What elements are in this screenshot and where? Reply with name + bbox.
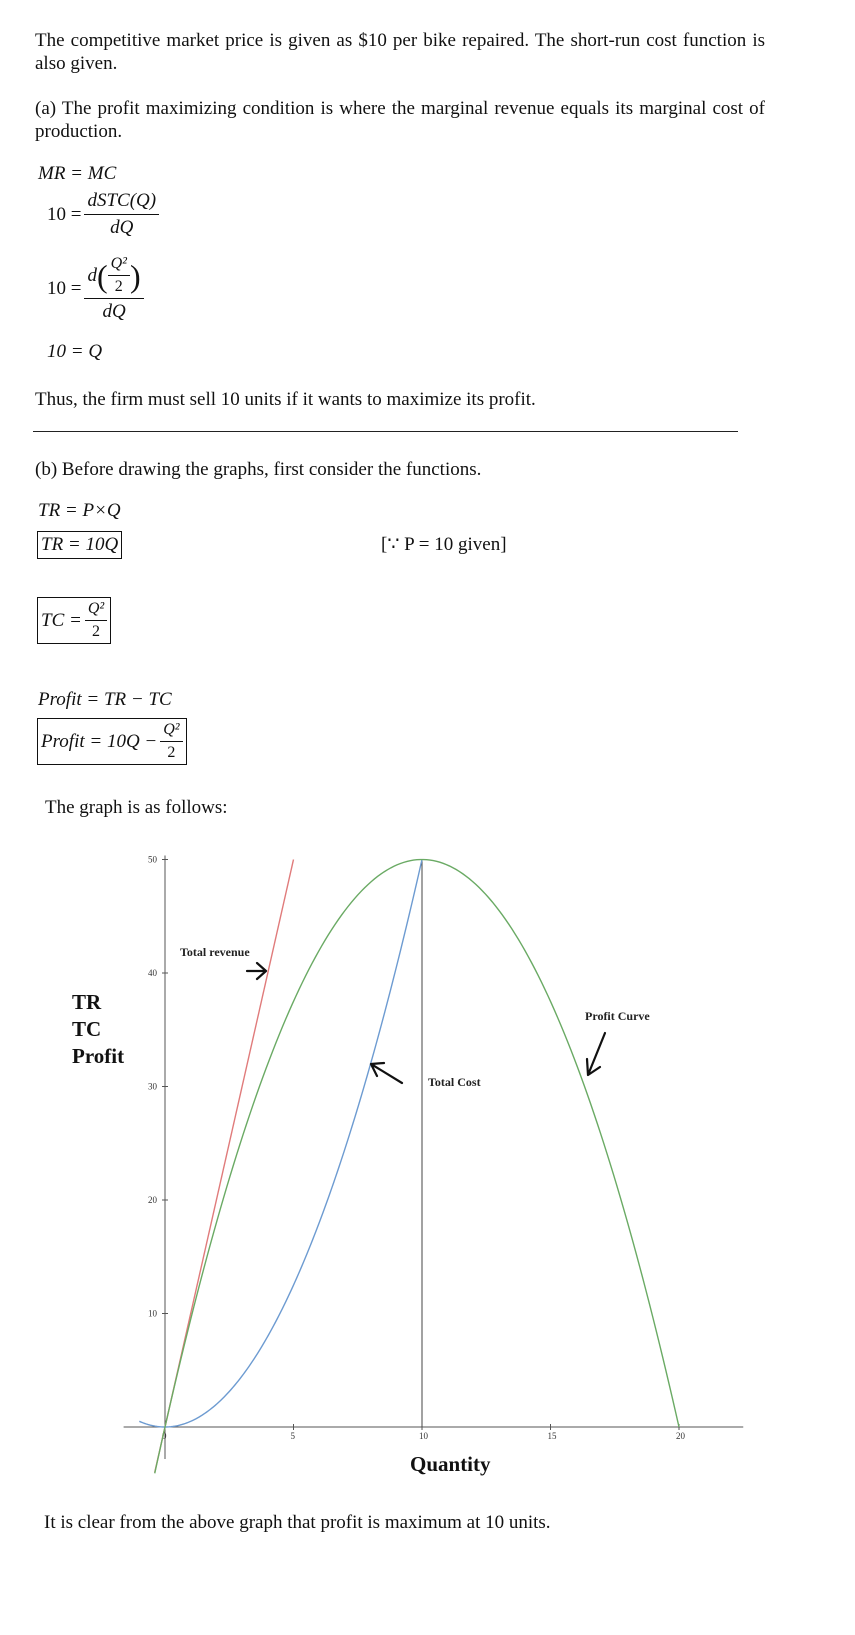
eq3-inner-den: 2 — [114, 278, 123, 295]
section-divider — [33, 431, 738, 432]
eq3-numerator: d ( $\frac{\text{Q²}}{2}$ ) — [84, 255, 143, 299]
arrow-total-revenue — [247, 963, 266, 979]
intro-paragraph: The competitive market price is given as $10 per bike repaired. The short-run cost function is also given. — [35, 30, 765, 74]
y-axis-label-line: TR — [72, 990, 102, 1014]
equation-profit-definition: Profit = TR − TC — [38, 689, 172, 710]
part-b-paragraph: (b) Before drawing the graphs, first consider the functions. — [35, 459, 482, 480]
tc-lhs: TC = — [41, 609, 82, 631]
x-tick-label: 20 — [676, 1431, 685, 1441]
equation-tr-definition: TR = P×Q — [38, 500, 121, 521]
eq3-lhs: 10 = — [47, 278, 82, 299]
eq2-fraction — [84, 190, 159, 239]
eq2-lhs: 10 = — [47, 203, 82, 225]
profit-fraction — [160, 721, 182, 762]
arrow-profit-curve — [587, 1033, 605, 1075]
eq3-fraction — [84, 255, 143, 323]
tr-tc-profit-chart — [0, 830, 855, 1500]
eq3-inner-num: Q² — [108, 255, 130, 276]
y-tick-label: 10 — [148, 1308, 157, 1319]
annotation-profit-curve: Profit Curve — [585, 1009, 650, 1023]
y-axis-label-line: Profit — [72, 1044, 125, 1068]
eq3-denominator: dQ — [102, 301, 126, 322]
closing-sentence: It is clear from the above graph that profit is maximum at 10 units. — [44, 1512, 551, 1533]
graph-intro: The graph is as follows: — [45, 797, 228, 818]
tc-denominator: 2 — [91, 623, 100, 640]
eq3-inner-fraction — [108, 255, 130, 296]
equation-mr-mc: MR = MC — [38, 163, 117, 184]
y-axis-label-line: TC — [72, 1017, 102, 1041]
part-a-paragraph: (a) The profit maximizing condition is where the marginal revenue equals its marginal cost of production. — [35, 98, 765, 142]
equation-profit-boxed — [37, 718, 187, 765]
y-tick-label: 30 — [148, 1081, 157, 1092]
eq2-denominator: dQ — [110, 217, 134, 238]
equation-derivative-q-squared — [47, 255, 144, 323]
x-axis-label: Quantity — [410, 1452, 491, 1476]
eq2-numerator: dSTC(Q) — [84, 190, 159, 215]
tc-numerator: Q² — [85, 600, 107, 621]
annotation-total-cost: Total Cost — [428, 1075, 481, 1089]
x-tick-label: 15 — [547, 1431, 557, 1441]
tc-fraction — [85, 600, 107, 641]
x-tick-label: 10 — [419, 1431, 428, 1441]
profit-numerator: Q² — [160, 721, 182, 742]
x-tick-label: 5 — [290, 1431, 295, 1441]
y-tick-label: 20 — [148, 1195, 157, 1205]
y-tick-label: 50 — [148, 854, 157, 865]
x-tick-label: 0 — [162, 1431, 167, 1441]
part-a-conclusion: Thus, the firm must sell 10 units if it wants to maximize its profit. — [35, 389, 536, 410]
equation-tr-note: [∵ P = 10 given] — [381, 534, 507, 555]
equation-tr-boxed: TR = 10Q — [37, 531, 122, 559]
profit-denominator: 2 — [167, 744, 176, 761]
profit-lhs: Profit = 10Q − — [41, 730, 158, 752]
eq3-d: d — [87, 264, 97, 286]
arrow-total-cost — [371, 1063, 402, 1083]
equation-tc-boxed — [37, 597, 111, 644]
equation-derivative-stc — [47, 190, 159, 239]
annotation-total-revenue: Total revenue — [180, 945, 250, 959]
equation-result: 10 = Q — [47, 341, 103, 362]
y-tick-label: 40 — [148, 968, 157, 978]
